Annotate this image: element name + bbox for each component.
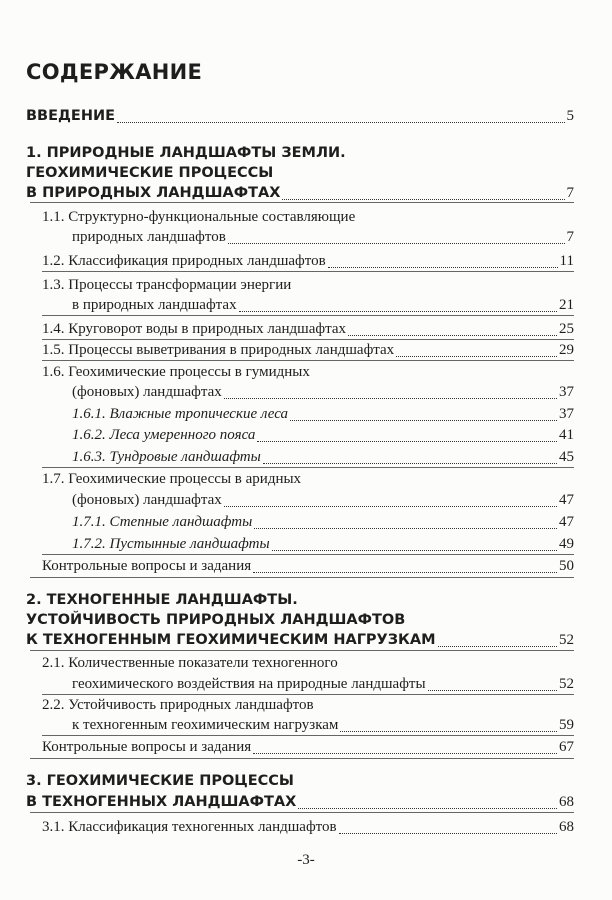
dot-leader [239,311,557,312]
chapter-title: В ТЕХНОГЕННЫХ ЛАНДШАФТАХ [26,794,297,810]
dot-leader [117,122,564,123]
section-underline [42,735,574,736]
section-underline [42,360,574,361]
toc-entry-1-6[interactable] [72,382,574,402]
dot-leader [253,572,557,573]
entry-text: 3.1. Классификация техногенных ландшафтов [42,819,337,835]
toc-entry-1-6-3[interactable] [72,447,574,467]
entry-page: 52 [559,632,574,648]
toc-entry-1-3[interactable] [72,295,574,315]
entry-page: 47 [559,514,574,530]
entry-page: 45 [559,449,574,465]
dot-leader [438,646,557,647]
dot-leader [228,243,565,244]
toc-entry-1-7[interactable] [72,490,574,510]
entry-page: 7 [566,229,574,245]
dot-leader [254,528,557,529]
toc-entry-1-2[interactable] [42,251,574,271]
toc-entry-chapter-2[interactable] [26,630,574,650]
chapter-title: В ПРИРОДНЫХ ЛАНДШАФТАХ [26,185,281,201]
dot-leader [290,420,557,421]
entry-page: 5 [566,108,574,124]
dot-leader [328,267,558,268]
entry-text: в природных ландшафтах [72,297,237,313]
entry-text: 1.6.1. Влажные тропические леса [72,406,289,422]
entry-page: 50 [559,558,574,574]
toc-entry-1-5[interactable] [42,340,574,360]
entry-page: 21 [559,297,574,313]
page-title: СОДЕРЖАНИЕ [26,60,203,84]
entry-text: (фоновых) ландшафтах [72,492,222,508]
toc-entry-intro[interactable] [26,106,574,126]
chapter-title: 2. ТЕХНОГЕННЫЕ ЛАНДШАФТЫ. [26,592,298,608]
chapter-title: УСТОЙЧИВОСТЬ ПРИРОДНЫХ ЛАНДШАФТОВ [26,612,406,628]
entry-page: 68 [559,794,574,810]
entry-text: 2.1. Количественные показатели техногенного [42,655,338,671]
entry-text: 1.7. Геохимические процессы в аридных [42,471,302,487]
entry-page: 37 [559,406,574,422]
dot-leader [396,356,557,357]
entry-text: природных ландшафтов [72,229,226,245]
toc-entry-2-2[interactable] [72,715,574,735]
section-underline [42,467,574,468]
section-underline [42,315,574,316]
toc-entry-chapter-3[interactable] [26,792,574,812]
entry-text: Контрольные вопросы и задания [42,558,252,574]
chapter-heading-line [26,771,574,791]
toc-entry-1-4[interactable] [42,319,574,339]
entry-text: (фоновых) ландшафтах [72,384,222,400]
page-number: -3- [297,852,315,868]
section-underline [42,271,574,272]
toc-entry-1-7-1[interactable] [72,512,574,532]
dot-leader [272,550,557,551]
entry-page: 11 [559,253,574,269]
toc-entry-1-6-2[interactable] [72,425,574,445]
entry-text: к техногенным геохимическим нагрузкам [72,717,339,733]
dot-leader [428,690,557,691]
toc-entry-line [42,653,574,673]
toc-entry-line [42,695,574,715]
chapter-title: ГЕОХИМИЧЕСКИЕ ПРОЦЕССЫ [26,165,274,181]
chapter-title: 1. ПРИРОДНЫЕ ЛАНДШАФТЫ ЗЕМЛИ. [26,145,346,161]
section-underline [42,554,574,555]
chapter-title: 3. ГЕОХИМИЧЕСКИЕ ПРОЦЕССЫ [26,773,294,789]
chapter-heading-line [26,143,574,163]
entry-page: 37 [559,384,574,400]
entry-text: 1.3. Процессы трансформации энергии [42,277,292,293]
toc-entry-line [42,362,574,382]
chapter-heading-line [26,610,574,630]
entry-page: 52 [559,676,574,692]
entry-text: 1.7.1. Степные ландшафты [72,514,253,530]
entry-text: Контрольные вопросы и задания [42,739,252,755]
entry-text: 2.2. Устойчивость природных ландшафтов [42,697,314,713]
entry-page: 29 [559,342,574,358]
dot-leader [298,808,557,809]
entry-text: 1.5. Процессы выветривания в природных ландшафтах [42,342,395,358]
chapter-underline [30,650,574,651]
entry-page: 41 [559,427,574,443]
entry-page: 68 [559,819,574,835]
entry-text: 1.6.3. Тундровые ландшафты [72,449,261,465]
dot-leader [282,199,564,200]
chapter-underline [30,812,574,813]
toc-entry-2-1[interactable] [72,674,574,694]
entry-text: 1.6. Геохимические процессы в гумидных [42,364,310,380]
toc-entry-line [42,207,574,227]
entry-page: 47 [559,492,574,508]
toc-entry-questions-1[interactable] [42,556,574,576]
entry-text: ВВЕДЕНИЕ [26,108,116,124]
toc-entry-line [42,275,574,295]
chapter-heading-line [26,590,574,610]
toc-entry-3-1[interactable] [42,817,574,837]
entry-text: 1.2. Классификация природных ландшафтов [42,253,326,269]
entry-page: 25 [559,321,574,337]
entry-text: 1.6.2. Леса умеренного пояса [72,427,256,443]
entry-text: 1.1. Структурно-функциональные составляющие [42,209,356,225]
chapter-underline [30,202,574,203]
entry-page: 7 [566,185,574,201]
toc-entry-chapter-1[interactable] [26,183,574,203]
chapter-underline [30,577,574,578]
toc-entry-1-6-1[interactable] [72,404,574,424]
dot-leader [257,441,557,442]
dot-leader [263,463,557,464]
dot-leader [224,506,557,507]
dot-leader [348,335,557,336]
toc-entry-1-1[interactable] [72,227,574,247]
dot-leader [339,833,557,834]
entry-text: 1.4. Круговорот воды в природных ландшафтах [42,321,346,337]
chapter-title: К ТЕХНОГЕННЫМ ГЕОХИМИЧЕСКИМ НАГРУЗКАМ [26,632,436,648]
chapter-underline [30,758,574,759]
entry-text: геохимического воздействия на природные ландшафты [72,676,426,692]
toc-entry-line [42,469,574,489]
dot-leader [253,753,557,754]
dot-leader [340,731,557,732]
entry-page: 59 [559,717,574,733]
dot-leader [224,398,557,399]
toc-entry-questions-2[interactable] [42,737,574,757]
entry-page: 67 [559,739,574,755]
entry-text: 1.7.2. Пустынные ландшафты [72,536,270,552]
chapter-heading-line [26,163,574,183]
toc-entry-1-7-2[interactable] [72,534,574,554]
entry-page: 49 [559,536,574,552]
